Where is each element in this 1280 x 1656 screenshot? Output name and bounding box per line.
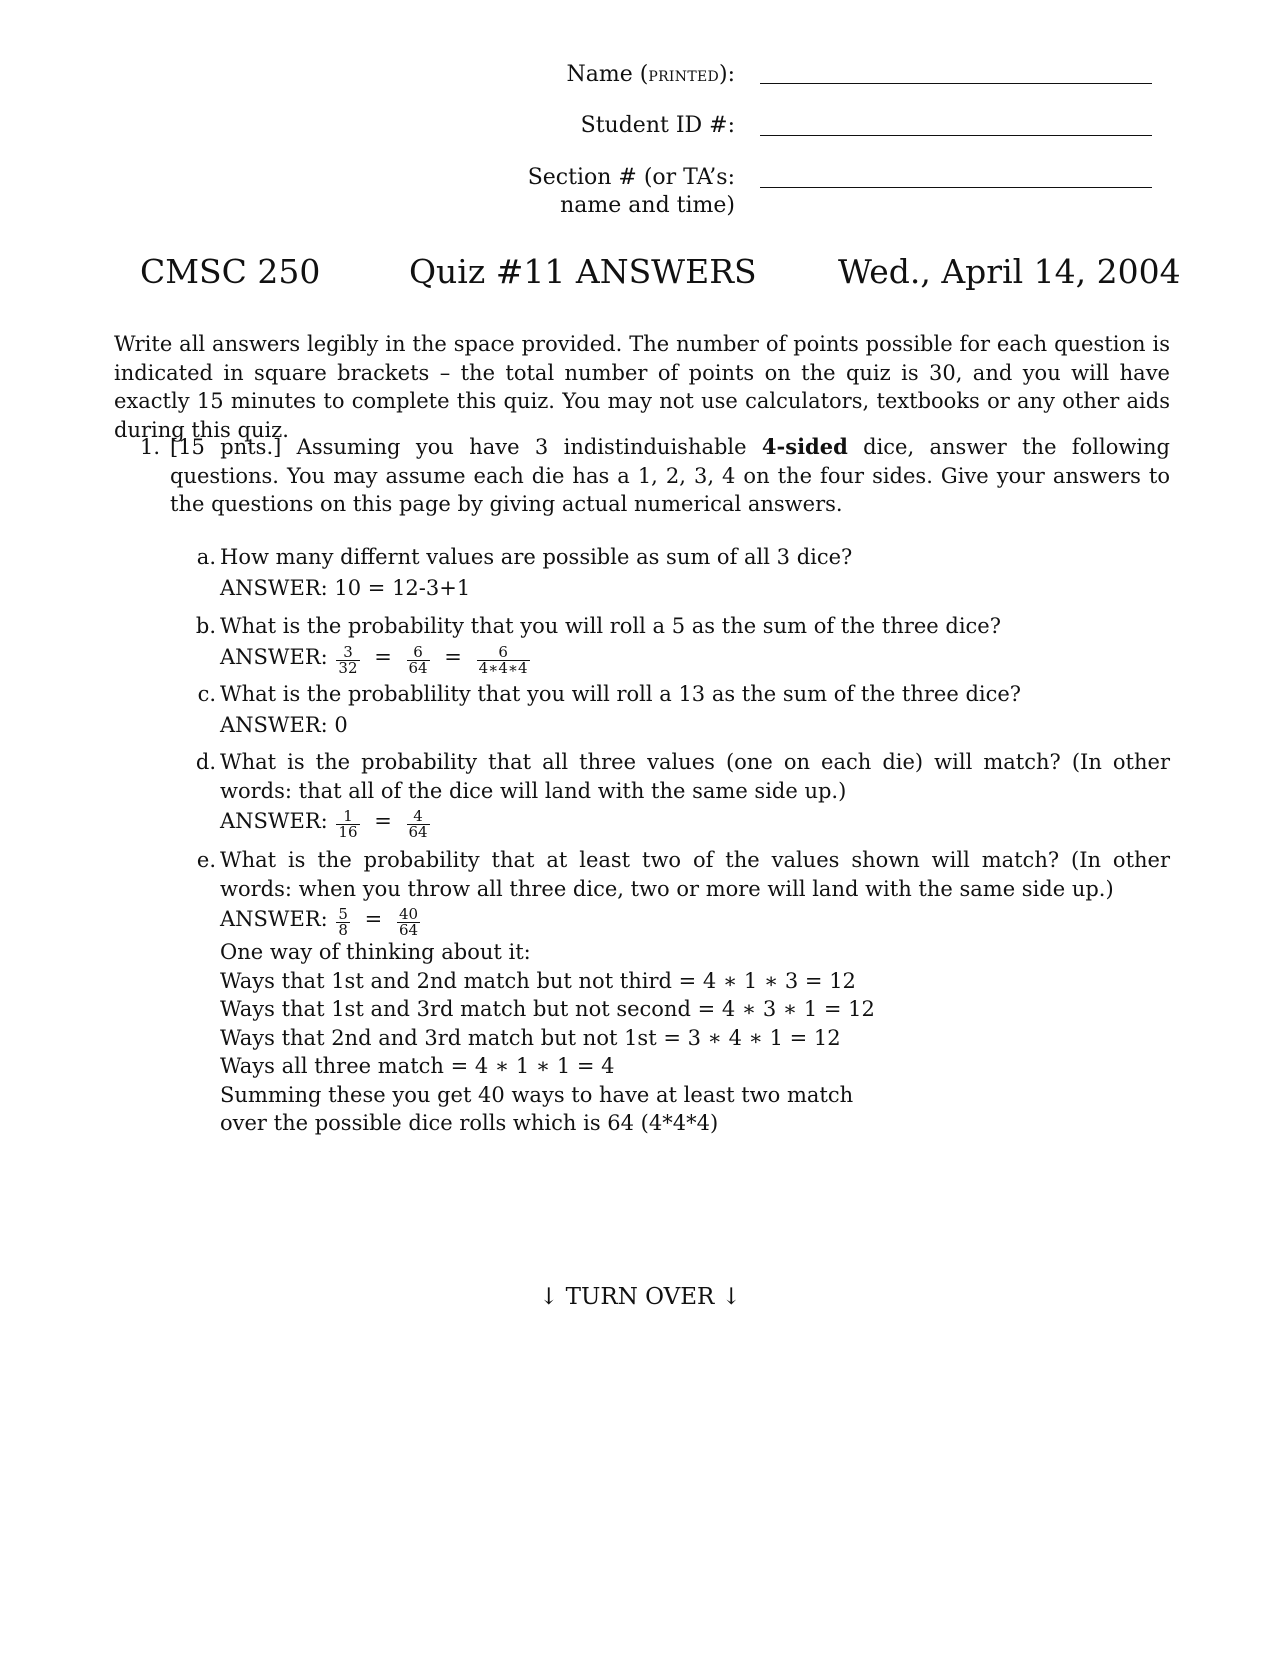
explanation-line: Ways all three match = 4 ∗ 1 ∗ 1 = 4 — [220, 1054, 615, 1078]
section-label-line1: Section # (or TA’s: — [527, 165, 735, 190]
fraction-numerator: 6 — [407, 645, 430, 661]
fraction-denominator: 64 — [408, 658, 428, 677]
part-b-answer — [220, 643, 1170, 676]
section-label-line2: name and time) — [560, 193, 735, 218]
quiz-date: Wed., April 14, 2004 — [838, 252, 1181, 291]
course-title: CMSC 250 — [140, 252, 321, 291]
part-a-question: How many differnt values are possible as sum of all 3 dice? — [220, 545, 853, 569]
part-b-fraction-2 — [407, 642, 430, 677]
part-e-question: What is the probability that at least two of the values shown will match? (In other words: when you throw all three dice, two or more will land with the same side up.) — [220, 848, 1170, 901]
part-b-answer-prefix: ANSWER: — [220, 644, 328, 669]
fraction-denominator: 4∗4∗4 — [478, 658, 528, 677]
explanation-line: Ways that 1st and 3rd match but not second = 4 ∗ 3 ∗ 1 = 12 — [220, 997, 875, 1021]
part-b — [190, 612, 1170, 676]
question-1-text — [170, 433, 1170, 519]
question-1-text-end: dice, answer the following questions. You may assume each die has a 1, 2, 3, 4 on the four sides. Give your answers to the questions on this page by giving actual numerical answers. — [170, 435, 1170, 516]
equals-sign: = — [374, 809, 392, 833]
student-id-label: Student ID #: — [580, 113, 735, 138]
section-blank-line[interactable] — [760, 187, 1152, 188]
fraction-numerator: 3 — [336, 645, 359, 661]
fraction-numerator: 4 — [407, 809, 430, 825]
part-e-fraction-2 — [397, 907, 420, 938]
part-c-letter: c. — [197, 682, 216, 706]
section-label — [528, 164, 735, 220]
fraction-numerator: 6 — [477, 645, 530, 661]
fraction-denominator: 32 — [338, 658, 358, 677]
part-d-answer — [220, 807, 1170, 840]
question-1 — [140, 433, 1170, 519]
equals-sign: = — [444, 644, 462, 669]
quiz-title: Quiz #11 ANSWERS — [409, 252, 757, 291]
part-c-answer: ANSWER: 0 — [220, 712, 348, 737]
fraction-denominator: 8 — [338, 921, 348, 939]
name-blank-line[interactable] — [760, 83, 1152, 84]
name-label-suffix: ): — [719, 62, 735, 87]
part-d-letter: d. — [195, 750, 216, 774]
part-a-answer: ANSWER: 10 = 12-3+1 — [220, 575, 471, 600]
part-d-question: What is the probability that all three values (one on each die) will match? (In other words: that all of the dice will land with the same side up.) — [220, 750, 1170, 803]
student-id-blank-line[interactable] — [760, 135, 1152, 136]
part-e-answer-prefix: ANSWER: — [220, 907, 328, 931]
part-e-explanation — [220, 938, 1170, 1138]
part-d-fraction-1 — [336, 809, 359, 840]
question-1-text-start: [15 pnts.] Assuming you have 3 indistinduishable — [170, 435, 762, 459]
part-a-letter: a. — [196, 545, 216, 569]
fraction-numerator: 5 — [338, 905, 348, 923]
turn-over-note: ↓ TURN OVER ↓ — [539, 1284, 741, 1310]
fraction-numerator: 40 — [398, 905, 419, 923]
explanation-line: One way of thinking about it: — [220, 940, 531, 964]
part-b-fraction-3 — [477, 642, 530, 677]
explanation-line: Summing these you get 40 ways to have at least two match — [220, 1082, 854, 1107]
part-d-fraction-2 — [407, 809, 430, 840]
part-d-answer-prefix: ANSWER: — [220, 809, 328, 833]
part-e-answer — [220, 905, 1170, 938]
part-b-question: What is the probability that you will roll a 5 as the sum of the three dice? — [220, 614, 1001, 638]
question-1-number: 1. — [140, 435, 161, 459]
instructions: Write all answers legibly in the space provided. The number of points possible for each question is indicated in square brackets – the total number of points on the quiz is 30, and you will have exactly 15 minutes to complete this quiz. You may not use calculators, textbooks or any other aids during this quiz. — [114, 332, 1170, 442]
part-e-letter: e. — [196, 848, 216, 872]
explanation-line: Ways that 1st and 2nd match but not third = 4 ∗ 1 ∗ 3 = 12 — [220, 968, 856, 993]
part-e-fraction-1 — [336, 907, 350, 938]
explanation-line: Ways that 2nd and 3rd match but not 1st = 3 ∗ 4 ∗ 1 = 12 — [220, 1025, 841, 1050]
name-label — [567, 60, 735, 89]
part-e — [190, 846, 1170, 1138]
part-d — [190, 748, 1170, 840]
equals-sign: = — [374, 644, 392, 669]
name-label-printed: printed — [648, 62, 719, 86]
fraction-numerator: 1 — [336, 809, 359, 825]
part-a — [190, 543, 1170, 602]
fraction-denominator: 64 — [408, 823, 428, 841]
part-c — [190, 680, 1170, 739]
equals-sign: = — [364, 907, 383, 931]
explanation-line: over the possible dice rolls which is 64 (4*4*4) — [220, 1111, 719, 1135]
fraction-denominator: 64 — [398, 921, 419, 939]
fraction-denominator: 16 — [338, 823, 358, 841]
part-b-fraction-1 — [336, 642, 359, 677]
question-1-text-bold: 4-sided — [761, 434, 848, 459]
part-b-letter: b. — [195, 614, 216, 638]
part-c-question: What is the probablility that you will roll a 13 as the sum of the three dice? — [220, 682, 1022, 706]
name-label-prefix: Name ( — [566, 62, 649, 87]
